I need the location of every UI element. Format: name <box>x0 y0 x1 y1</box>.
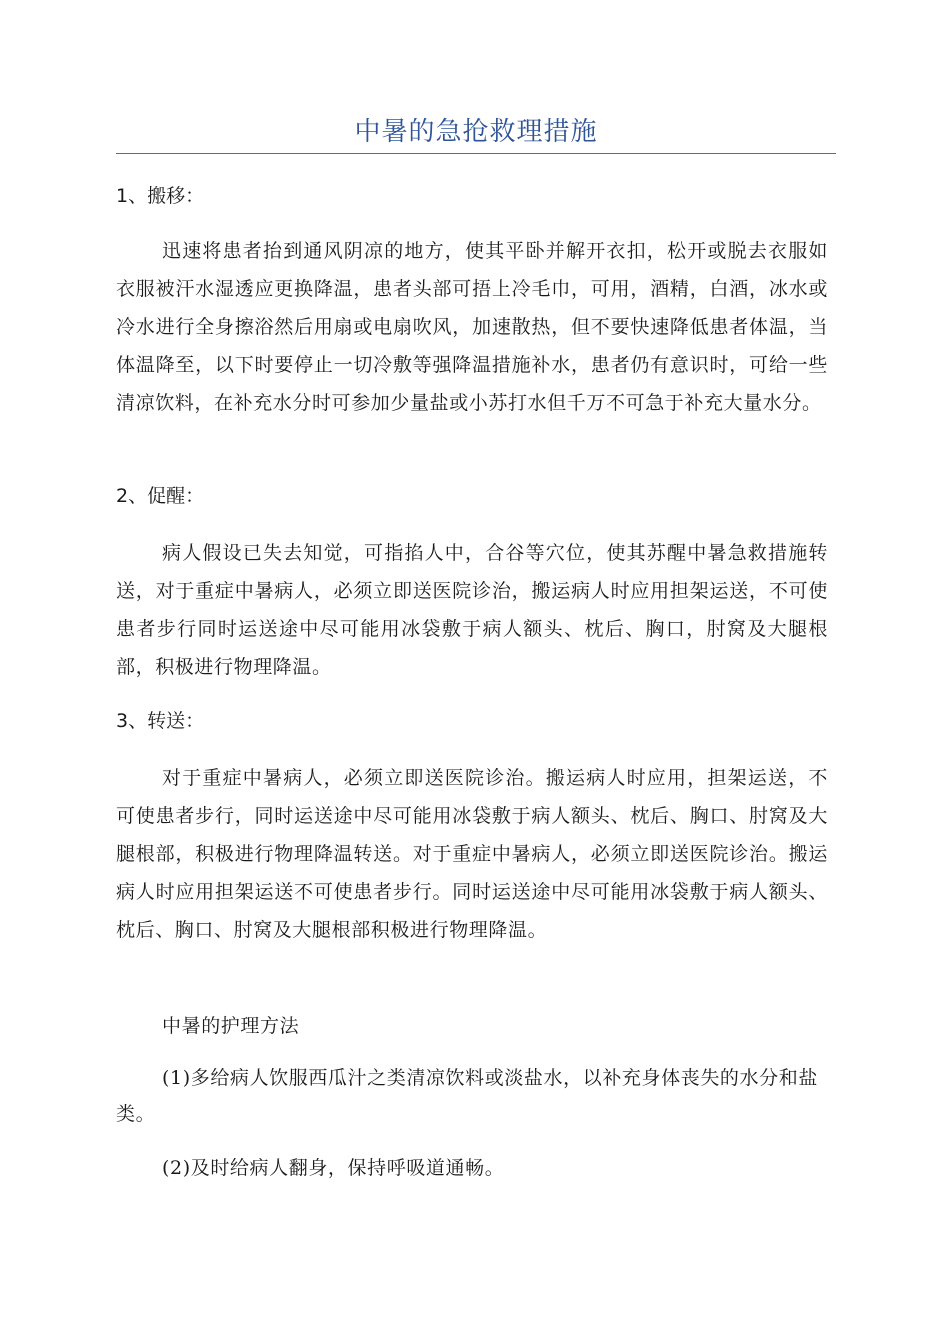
section-heading-1: 1、搬移： <box>116 185 205 207</box>
section-heading-2: 2、促醒： <box>116 485 205 507</box>
section-body-3: 对于重症中暑病人，必须立即送医院诊治。搬运病人时应用，担架运送，不可使患者步行，同时运送途中尽可能用冰袋敷于病人额头、枕后、胸口、肘窝及大腿根部，积极进行物理降温转送。对于重症中暑病人，必须立即送医院诊治。搬运病人时应用担架运送不可使患者步行。同时运送途中尽可能用冰袋敷于病人额头、枕后、胸口、肘窝及大腿根部积极进行物理降温。 <box>116 767 828 941</box>
care-item-1: (1)多给病人饮服西瓜汁之类清凉饮料或淡盐水，以补充身体丧失的水分和盐类。 <box>116 1067 818 1125</box>
care-heading: 中暑的护理方法 <box>162 1015 300 1037</box>
section-body-2: 病人假设已失去知觉，可指掐人中，合谷等穴位，使其苏醒中暑急救措施转送，对于重症中暑病人，必须立即送医院诊治，搬运病人时应用担架运送，不可使患者步行同时运送途中尽可能用冰袋敷于病人额头、枕后、胸口，肘窝及大腿根部，积极进行物理降温。 <box>116 542 828 678</box>
document-title: 中暑的急抢救理措施 <box>354 117 598 147</box>
section-heading-3: 3、转送： <box>116 710 205 732</box>
care-item-2: (2)及时给病人翻身，保持呼吸道通畅。 <box>162 1157 505 1179</box>
title-underline <box>116 153 836 154</box>
section-body-1: 迅速将患者抬到通风阴凉的地方，使其平卧并解开衣扣，松开或脱去衣服如衣服被汗水湿透应更换降温，患者头部可捂上冷毛巾，可用，酒精，白酒，冰水或冷水进行全身擦浴然后用扇或电扇吹风，加速散热，但不要快速降低患者体温，当体温降至，以下时要停止一切冷敷等强降温措施补水，患者仍有意识时，可给一些清凉饮料，在补充水分时可参加少量盐或小苏打水但千万不可急于补充大量水分。 <box>116 240 828 414</box>
